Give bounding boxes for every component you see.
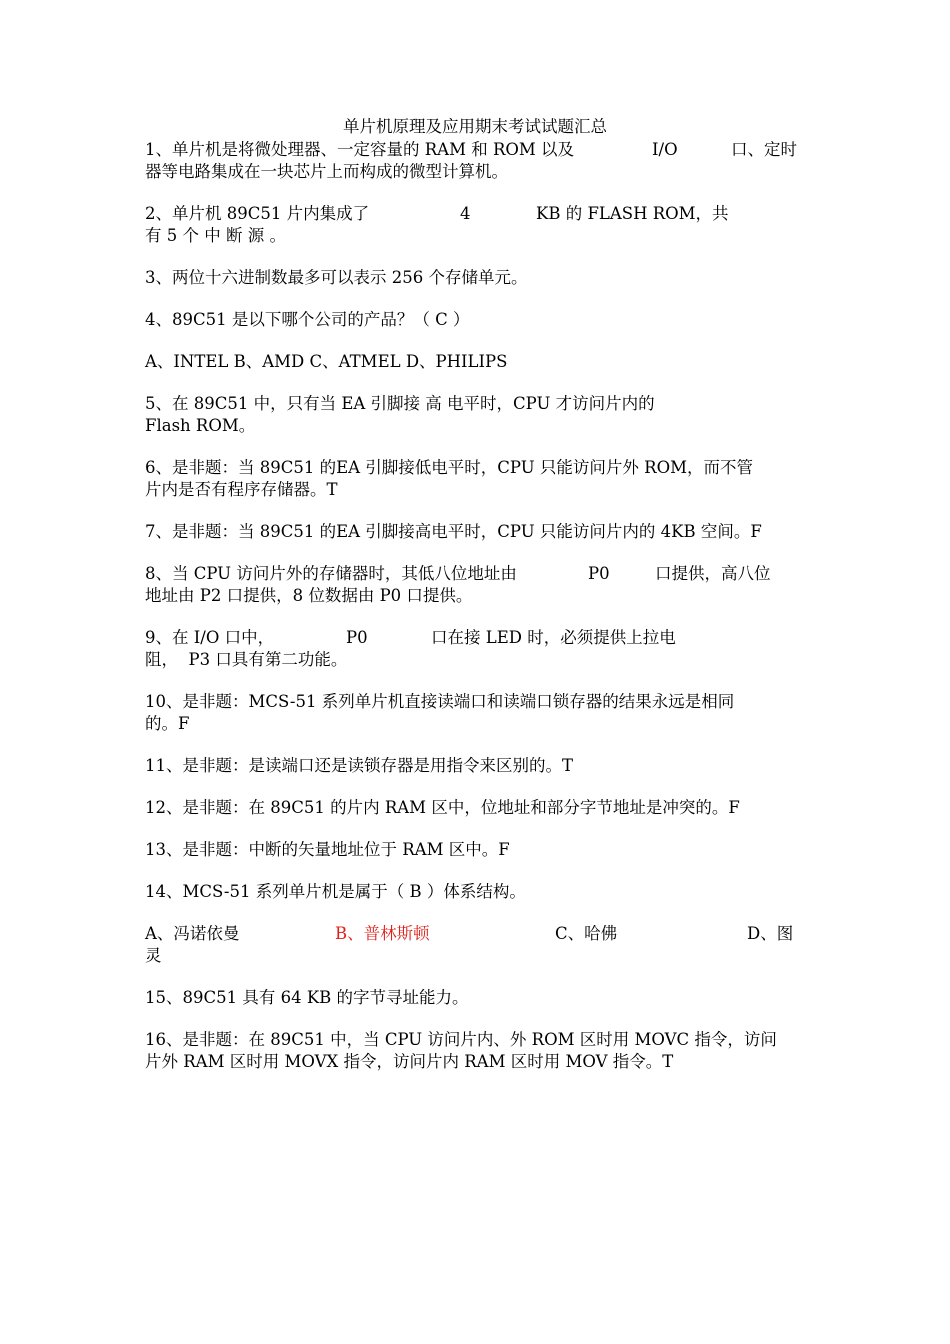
question-12: 12、是非题：在 89C51 的片内 RAM 区中，位地址和部分字节地址是冲突的。F	[145, 798, 740, 817]
option-d-continued: 灵	[145, 946, 162, 965]
question-11: 11、是非题：是读端口还是读锁存器是用指令来区别的。T	[145, 756, 574, 775]
question-13: 13、是非题：中断的矢量地址位于 RAM 区中。F	[145, 840, 510, 859]
question-8-answer: P0	[588, 564, 610, 583]
question-8-line-1a: 8、当 CPU 访问片外的存储器时，其低八位地址由	[145, 564, 517, 583]
question-16-line-2: 片外 RAM 区时用 MOVX 指令，访问片内 RAM 区时用 MOV 指令。T	[145, 1052, 674, 1071]
question-5-line-1: 5、在 89C51 中，只有当 EA 引脚接 高 电平时，CPU 才访问片内的	[145, 394, 655, 413]
question-10-line-2: 的。F	[145, 714, 190, 733]
question-1-line-1a: 1、单片机是将微处理器、一定容量的 RAM 和 ROM 以及	[145, 140, 575, 159]
question-4: 4、89C51 是以下哪个公司的产品？（ C ）	[145, 310, 470, 329]
question-1-line-1c: 口、定时	[731, 140, 797, 159]
question-9-line-2: 阻， P3 口具有第二功能。	[145, 650, 348, 669]
question-6-line-2: 片内是否有程序存储器。T	[145, 480, 338, 499]
question-2-line-1a: 2、单片机 89C51 片内集成了	[145, 204, 370, 223]
question-7: 7、是非题：当 89C51 的EA 引脚接高电平时，CPU 只能访问片内的 4KB 空间。F	[145, 522, 762, 541]
question-14: 14、MCS-51 系列单片机是属于（ B ）体系结构。	[145, 882, 526, 901]
question-3: 3、两位十六进制数最多可以表示 256 个存储单元。	[145, 268, 528, 287]
question-2-line-1c: KB 的 FLASH ROM，共	[536, 204, 729, 223]
question-8-line-1c: 口提供，高八位	[655, 564, 771, 583]
question-1-answer: I/O	[652, 140, 678, 159]
option-c: C、哈佛	[555, 924, 618, 943]
question-1-line-2: 器等电路集成在一块芯片上而构成的微型计算机。	[145, 162, 508, 181]
question-9-line-1c: 口在接 LED 时，必须提供上拉电	[431, 628, 676, 647]
option-d: D、图	[747, 924, 794, 943]
question-8-line-2: 地址由 P2 口提供，8 位数据由 P0 口提供。	[145, 586, 473, 605]
option-a: A、冯诺依曼	[145, 924, 240, 943]
question-9-line-1a: 9、在 I/O 口中，	[145, 628, 275, 647]
question-10-line-1: 10、是非题：MCS-51 系列单片机直接读端口和读端口锁存器的结果永远是相同	[145, 692, 735, 711]
question-2-line-2: 有 5 个 中 断 源 。	[145, 226, 286, 245]
question-6-line-1: 6、是非题：当 89C51 的EA 引脚接低电平时，CPU 只能访问片外 ROM，而不管	[145, 458, 753, 477]
question-2-answer: 4	[460, 204, 471, 223]
question-16-line-1: 16、是非题：在 89C51 中，当 CPU 访问片内、外 ROM 区时用 MOVC 指令，访问	[145, 1030, 777, 1049]
option-b-highlighted: B、普林斯顿	[335, 924, 430, 943]
question-9-answer: P0	[346, 628, 368, 647]
question-5-line-2: Flash ROM。	[145, 416, 256, 435]
question-15: 15、89C51 具有 64 KB 的字节寻址能力。	[145, 988, 469, 1007]
question-4-options: A、INTEL B、AMD C、ATMEL D、PHILIPS	[145, 352, 508, 371]
page-title: 单片机原理及应用期末考试试题汇总	[343, 117, 607, 136]
